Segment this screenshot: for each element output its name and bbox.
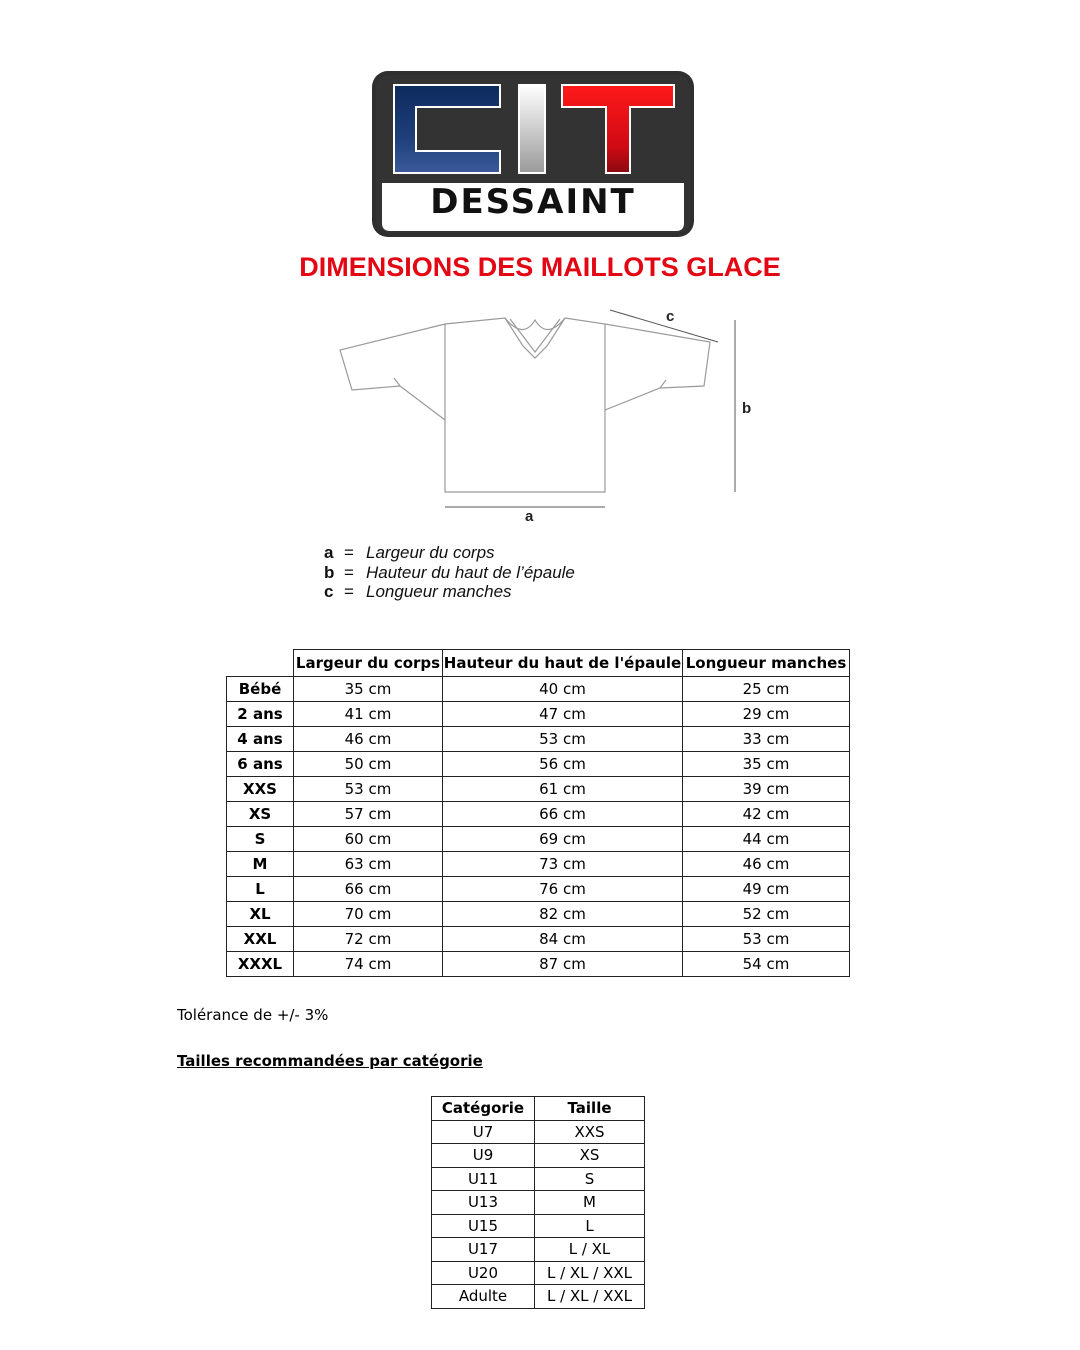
size-cell: S bbox=[227, 827, 294, 852]
hauteur-cell: 82 cm bbox=[443, 902, 683, 927]
largeur-cell: 74 cm bbox=[294, 952, 443, 977]
size-cell: 6 ans bbox=[227, 752, 294, 777]
table-row bbox=[227, 702, 850, 727]
size-cell: XXXL bbox=[227, 952, 294, 977]
legend-equals: = bbox=[344, 543, 354, 562]
size-cell: S bbox=[535, 1167, 645, 1191]
legend-row bbox=[324, 563, 575, 583]
size-cell: XXS bbox=[535, 1120, 645, 1144]
table-header-row bbox=[227, 650, 850, 677]
largeur-cell: 70 cm bbox=[294, 902, 443, 927]
page-title: DIMENSIONS DES MAILLOTS GLACE bbox=[299, 252, 781, 282]
category-cell: Adulte bbox=[432, 1285, 535, 1309]
legend-key: c bbox=[324, 582, 334, 601]
tolerance-note: Tolérance de +/- 3% bbox=[177, 1006, 329, 1024]
category-cell: U17 bbox=[432, 1238, 535, 1262]
table-row bbox=[227, 802, 850, 827]
size-cell: L / XL / XXL bbox=[535, 1261, 645, 1285]
size-cell: M bbox=[227, 852, 294, 877]
table-row bbox=[227, 927, 850, 952]
category-cell: U20 bbox=[432, 1261, 535, 1285]
table-row bbox=[227, 727, 850, 752]
category-table-body bbox=[432, 1120, 645, 1308]
jersey-outline bbox=[340, 318, 710, 492]
table-row bbox=[227, 952, 850, 977]
largeur-cell: 66 cm bbox=[294, 877, 443, 902]
size-cell: XXL bbox=[227, 927, 294, 952]
size-cell: L / XL / XXL bbox=[535, 1285, 645, 1309]
hauteur-cell: 76 cm bbox=[443, 877, 683, 902]
size-cell: XXS bbox=[227, 777, 294, 802]
table-header-row bbox=[432, 1097, 645, 1121]
longueur-cell: 29 cm bbox=[683, 702, 850, 727]
legend-equals: = bbox=[344, 562, 354, 582]
longueur-cell: 39 cm bbox=[683, 777, 850, 802]
legend-key: b bbox=[324, 562, 335, 582]
largeur-cell: 50 cm bbox=[294, 752, 443, 777]
hauteur-cell: 66 cm bbox=[443, 802, 683, 827]
longueur-cell: 44 cm bbox=[683, 827, 850, 852]
dimensions-table-body bbox=[227, 677, 850, 977]
size-cell: XS bbox=[227, 802, 294, 827]
size-cell: XL bbox=[227, 902, 294, 927]
table-row bbox=[227, 752, 850, 777]
hauteur-cell: 73 cm bbox=[443, 852, 683, 877]
jersey-diagram bbox=[330, 300, 770, 530]
legend-equals: = bbox=[344, 582, 354, 601]
longueur-cell: 52 cm bbox=[683, 902, 850, 927]
legend-description: Hauteur du haut de l’épaule bbox=[366, 562, 575, 582]
table-row bbox=[227, 827, 850, 852]
category-cell: U7 bbox=[432, 1120, 535, 1144]
table-row bbox=[432, 1285, 645, 1309]
table-row bbox=[432, 1214, 645, 1238]
recommended-sizes-heading: Tailles recommandées par catégorie bbox=[177, 1052, 483, 1070]
hauteur-cell: 61 cm bbox=[443, 777, 683, 802]
largeur-cell: 60 cm bbox=[294, 827, 443, 852]
hauteur-cell: 69 cm bbox=[443, 827, 683, 852]
category-cell: U9 bbox=[432, 1144, 535, 1168]
largeur-cell: 46 cm bbox=[294, 727, 443, 752]
largeur-cell: 35 cm bbox=[294, 677, 443, 702]
longueur-cell: 25 cm bbox=[683, 677, 850, 702]
size-cell: L bbox=[535, 1214, 645, 1238]
longueur-cell: 33 cm bbox=[683, 727, 850, 752]
size-cell: XS bbox=[535, 1144, 645, 1168]
longueur-cell: 53 cm bbox=[683, 927, 850, 952]
longueur-cell: 46 cm bbox=[683, 852, 850, 877]
hauteur-cell: 56 cm bbox=[443, 752, 683, 777]
header-taille: Taille bbox=[535, 1097, 645, 1121]
largeur-cell: 63 cm bbox=[294, 852, 443, 877]
dimensions-table bbox=[226, 649, 850, 977]
header-longueur: Longueur manches bbox=[683, 650, 850, 677]
longueur-cell: 35 cm bbox=[683, 752, 850, 777]
table-row bbox=[227, 677, 850, 702]
legend-description: Longueur manches bbox=[366, 582, 512, 601]
largeur-cell: 53 cm bbox=[294, 777, 443, 802]
header-corner bbox=[227, 650, 294, 677]
hauteur-cell: 40 cm bbox=[443, 677, 683, 702]
longueur-cell: 54 cm bbox=[683, 952, 850, 977]
longueur-cell: 49 cm bbox=[683, 877, 850, 902]
header-hauteur: Hauteur du haut de l'épaule bbox=[443, 650, 683, 677]
legend-key: a bbox=[324, 543, 334, 562]
header-largeur: Largeur du corps bbox=[294, 650, 443, 677]
label-c: c bbox=[666, 308, 675, 325]
size-cell: L bbox=[227, 877, 294, 902]
category-cell: U15 bbox=[432, 1214, 535, 1238]
size-cell: M bbox=[535, 1191, 645, 1215]
cit-dessaint-logo bbox=[372, 71, 694, 237]
category-table bbox=[431, 1096, 645, 1309]
legend-row bbox=[324, 582, 575, 602]
size-cell: 4 ans bbox=[227, 727, 294, 752]
largeur-cell: 72 cm bbox=[294, 927, 443, 952]
category-cell: U11 bbox=[432, 1167, 535, 1191]
hauteur-cell: 87 cm bbox=[443, 952, 683, 977]
longueur-cell: 42 cm bbox=[683, 802, 850, 827]
dimension-lines bbox=[445, 310, 735, 507]
header-categorie: Catégorie bbox=[432, 1097, 535, 1121]
category-cell: U13 bbox=[432, 1191, 535, 1215]
size-cell: Bébé bbox=[227, 677, 294, 702]
diagram-legend bbox=[324, 543, 575, 602]
hauteur-cell: 53 cm bbox=[443, 727, 683, 752]
largeur-cell: 41 cm bbox=[294, 702, 443, 727]
table-row bbox=[432, 1261, 645, 1285]
table-row bbox=[227, 877, 850, 902]
label-b: b bbox=[742, 400, 752, 417]
table-row bbox=[227, 902, 850, 927]
hauteur-cell: 47 cm bbox=[443, 702, 683, 727]
size-cell: L / XL bbox=[535, 1238, 645, 1262]
table-row bbox=[227, 852, 850, 877]
hauteur-cell: 84 cm bbox=[443, 927, 683, 952]
table-row bbox=[432, 1191, 645, 1215]
table-row bbox=[227, 777, 850, 802]
table-row bbox=[432, 1167, 645, 1191]
table-row bbox=[432, 1120, 645, 1144]
table-row bbox=[432, 1238, 645, 1262]
label-a: a bbox=[525, 508, 534, 525]
largeur-cell: 57 cm bbox=[294, 802, 443, 827]
logo-wordmark: DESSAINT bbox=[430, 182, 636, 222]
size-cell: 2 ans bbox=[227, 702, 294, 727]
table-row bbox=[432, 1144, 645, 1168]
legend-row bbox=[324, 543, 575, 563]
legend-description: Largeur du corps bbox=[366, 543, 495, 562]
